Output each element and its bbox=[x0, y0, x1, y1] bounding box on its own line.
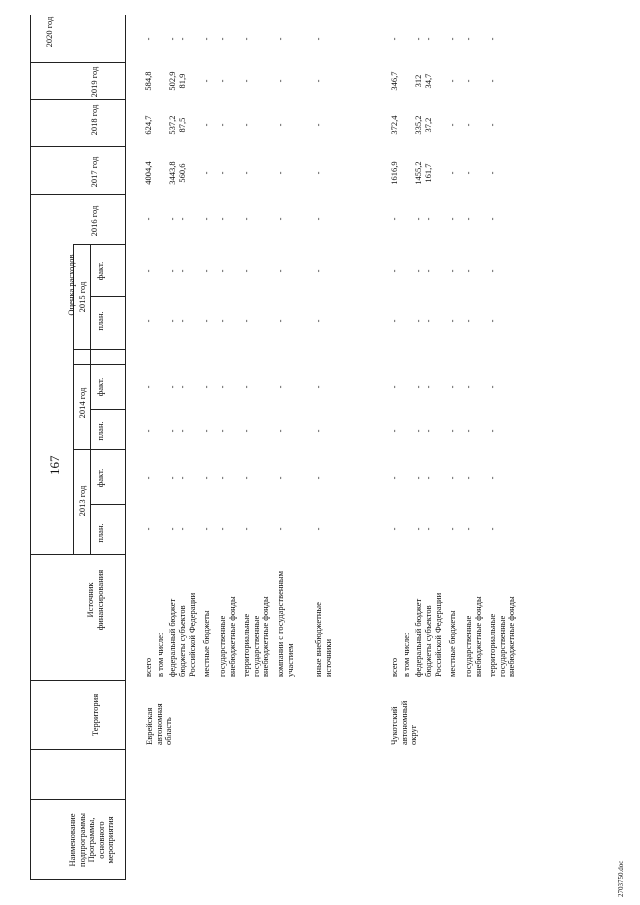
table-cell: - bbox=[487, 527, 497, 531]
table-cell: - bbox=[413, 319, 423, 323]
table-cell: - bbox=[487, 269, 497, 273]
table-cell: - bbox=[201, 476, 211, 480]
table-cell: 335,2 bbox=[413, 115, 423, 135]
table-cell: - bbox=[463, 429, 473, 433]
table-cell: - bbox=[217, 527, 227, 531]
table-cell: - bbox=[241, 319, 251, 323]
grid-line bbox=[30, 879, 125, 880]
table-cell: - bbox=[275, 171, 285, 175]
table-cell: - bbox=[201, 527, 211, 531]
table-cell: - bbox=[201, 385, 211, 389]
table-cell: - bbox=[313, 527, 323, 531]
table-cell: - bbox=[463, 269, 473, 273]
table-cell: - bbox=[389, 476, 399, 480]
table-cell: - bbox=[241, 123, 251, 127]
table-cell: - bbox=[217, 476, 227, 480]
table-cell: - bbox=[177, 429, 187, 433]
table-cell: - bbox=[463, 123, 473, 127]
subheader-2013-fact: факт. bbox=[95, 468, 105, 488]
table-cell: - bbox=[241, 79, 251, 83]
table-cell: 584,8 bbox=[143, 71, 153, 91]
table-cell: - bbox=[241, 476, 251, 480]
table-cell: - bbox=[241, 171, 251, 175]
table-cell: 1455,2 bbox=[413, 161, 423, 185]
table-cell: 1616,9 bbox=[389, 161, 399, 185]
table-cell: - bbox=[275, 319, 285, 323]
table-cell: - bbox=[241, 269, 251, 273]
table-cell: - bbox=[177, 319, 187, 323]
table-cell: 161,7 bbox=[423, 163, 433, 183]
table-cell: - bbox=[423, 37, 433, 41]
header-estimate: Оценка расходов bbox=[66, 254, 76, 316]
table-cell: - bbox=[167, 429, 177, 433]
grid-line bbox=[30, 15, 31, 880]
table-cell: - bbox=[487, 385, 497, 389]
table-cell: 502,9 bbox=[167, 71, 177, 91]
table-cell: - bbox=[413, 217, 423, 221]
table-cell: - bbox=[241, 527, 251, 531]
header-2017: 2017 год bbox=[89, 156, 99, 188]
table-cell: - bbox=[177, 37, 187, 41]
table-cell: 624,7 bbox=[143, 115, 153, 135]
table-cell: - bbox=[487, 319, 497, 323]
table-cell: 81,9 bbox=[177, 73, 187, 89]
table-cell: - bbox=[275, 123, 285, 127]
table-cell: - bbox=[487, 37, 497, 41]
row-source-label: иные внебюджетные источники bbox=[313, 602, 333, 677]
table-cell: - bbox=[201, 429, 211, 433]
table-cell: - bbox=[201, 269, 211, 273]
grid-line bbox=[125, 15, 126, 880]
grid-line bbox=[30, 194, 125, 195]
row-source-label: местные бюджеты bbox=[201, 610, 211, 677]
grid-line bbox=[73, 349, 125, 350]
table-cell: - bbox=[423, 385, 433, 389]
table-cell: - bbox=[201, 79, 211, 83]
table-cell: - bbox=[143, 37, 153, 41]
table-cell: - bbox=[313, 429, 323, 433]
table-cell: - bbox=[177, 476, 187, 480]
grid-line bbox=[30, 146, 125, 147]
row-source-label: федеральный бюджет bbox=[167, 598, 177, 677]
table-cell: - bbox=[275, 429, 285, 433]
table-cell: - bbox=[201, 319, 211, 323]
table-cell: - bbox=[447, 476, 457, 480]
table-cell: - bbox=[217, 79, 227, 83]
row-source-label: территориальные государственные внебюджетные фонды bbox=[241, 596, 270, 677]
table-cell: - bbox=[487, 123, 497, 127]
table-cell: - bbox=[217, 123, 227, 127]
table-cell: - bbox=[447, 123, 457, 127]
subheader-2013-plan: план. bbox=[95, 523, 105, 543]
table-cell: - bbox=[463, 79, 473, 83]
subheader-2015-fact: факт. bbox=[95, 261, 105, 281]
table-cell: - bbox=[275, 269, 285, 273]
table-cell: - bbox=[389, 385, 399, 389]
table-cell: - bbox=[487, 79, 497, 83]
table-cell: - bbox=[275, 37, 285, 41]
table-cell: - bbox=[423, 269, 433, 273]
table-cell: - bbox=[143, 319, 153, 323]
table-cell: - bbox=[313, 217, 323, 221]
table-cell: - bbox=[423, 319, 433, 323]
table-cell: - bbox=[201, 123, 211, 127]
footer-code: 2703750.doc bbox=[617, 860, 625, 897]
table-cell: - bbox=[167, 385, 177, 389]
table-cell: - bbox=[447, 319, 457, 323]
table-cell: - bbox=[167, 527, 177, 531]
row-source-label: компании с государственным участием bbox=[275, 570, 295, 677]
table-cell: - bbox=[241, 429, 251, 433]
table-cell: - bbox=[447, 79, 457, 83]
table-cell: - bbox=[447, 37, 457, 41]
table-cell: - bbox=[313, 123, 323, 127]
table-cell: 4004,4 bbox=[143, 161, 153, 185]
table-cell: - bbox=[389, 37, 399, 41]
table-cell: 37,2 bbox=[423, 117, 433, 133]
grid-line bbox=[30, 62, 125, 63]
row-source-label: местные бюджеты bbox=[447, 610, 457, 677]
table-cell: - bbox=[217, 319, 227, 323]
table-cell: - bbox=[423, 476, 433, 480]
table-cell: - bbox=[201, 217, 211, 221]
header-2013: 2013 год bbox=[77, 485, 87, 517]
row-source-label: в том числе: bbox=[155, 632, 165, 677]
grid-line bbox=[30, 99, 125, 100]
table-cell: - bbox=[217, 269, 227, 273]
table-cell: 537,2 bbox=[167, 115, 177, 135]
table-cell: - bbox=[177, 385, 187, 389]
header-name: Наименование подпрограммы Программы, основного мероприятия bbox=[67, 813, 115, 867]
grid-line bbox=[30, 554, 125, 555]
row-source-label: государственные внебюджетные фонды bbox=[463, 596, 483, 677]
row-source-label: всего bbox=[389, 657, 399, 677]
table-cell: - bbox=[143, 217, 153, 221]
row-source-label: бюджеты субъектов Российской Федерации bbox=[177, 592, 197, 677]
table-cell: - bbox=[275, 79, 285, 83]
row-source-label: территориальные государственные внебюджетные фонды bbox=[487, 596, 516, 677]
table-cell: - bbox=[423, 527, 433, 531]
table-cell: - bbox=[201, 37, 211, 41]
grid-line bbox=[30, 799, 125, 800]
table-cell: - bbox=[389, 269, 399, 273]
table-cell: - bbox=[313, 385, 323, 389]
table-cell: - bbox=[143, 476, 153, 480]
territory-chukotka: Чукотский автономный округ bbox=[389, 700, 418, 745]
table-cell: - bbox=[313, 269, 323, 273]
table-cell: - bbox=[463, 476, 473, 480]
header-2019: 2019 год bbox=[89, 66, 99, 98]
table-cell: - bbox=[447, 527, 457, 531]
table-cell: - bbox=[177, 527, 187, 531]
table-cell: - bbox=[167, 269, 177, 273]
table-cell: - bbox=[241, 385, 251, 389]
header-source: Источник финансирования bbox=[85, 569, 105, 631]
table-cell: 87,5 bbox=[177, 117, 187, 133]
table-cell: - bbox=[463, 37, 473, 41]
header-2018: 2018 год bbox=[89, 104, 99, 136]
table-cell: - bbox=[389, 217, 399, 221]
row-source-label: всего bbox=[143, 657, 153, 677]
table-cell: - bbox=[389, 527, 399, 531]
grid-line bbox=[30, 749, 125, 750]
grid-line bbox=[90, 504, 125, 505]
row-source-label: бюджеты субъектов Российской Федерации bbox=[423, 592, 443, 677]
table-cell: - bbox=[463, 385, 473, 389]
grid-line bbox=[73, 244, 125, 245]
table-cell: - bbox=[177, 269, 187, 273]
table-cell: - bbox=[389, 319, 399, 323]
table-cell: - bbox=[143, 269, 153, 273]
table-cell: - bbox=[313, 319, 323, 323]
table-cell: - bbox=[217, 217, 227, 221]
table-cell: - bbox=[313, 476, 323, 480]
table-cell: 346,7 bbox=[389, 71, 399, 91]
table-cell: - bbox=[447, 385, 457, 389]
table-cell: - bbox=[313, 171, 323, 175]
table-cell: - bbox=[241, 37, 251, 41]
table-cell: - bbox=[241, 217, 251, 221]
table-cell: - bbox=[143, 527, 153, 531]
header-territory: Территория bbox=[90, 693, 100, 737]
table-cell: - bbox=[217, 429, 227, 433]
table-cell: - bbox=[167, 476, 177, 480]
table-cell: - bbox=[487, 217, 497, 221]
table-cell: - bbox=[275, 527, 285, 531]
row-source-label: федеральный бюджет bbox=[413, 598, 423, 677]
table-cell: - bbox=[413, 527, 423, 531]
territory-evreyskaya: Еврейская автономная область bbox=[144, 703, 173, 745]
table-cell: - bbox=[413, 37, 423, 41]
header-2020: 2020 год bbox=[44, 16, 54, 48]
table-cell: - bbox=[463, 217, 473, 221]
table-cell: - bbox=[275, 476, 285, 480]
table-cell: - bbox=[217, 171, 227, 175]
table-cell: - bbox=[177, 217, 187, 221]
table-cell: - bbox=[463, 319, 473, 323]
table-cell: - bbox=[447, 269, 457, 273]
grid-line bbox=[90, 245, 91, 555]
table-cell: - bbox=[423, 217, 433, 221]
table-cell: 372,4 bbox=[389, 115, 399, 135]
subheader-2014-plan: план. bbox=[95, 421, 105, 441]
table-cell: - bbox=[413, 269, 423, 273]
table-cell: - bbox=[167, 217, 177, 221]
table-cell: - bbox=[463, 171, 473, 175]
table-cell: - bbox=[167, 319, 177, 323]
table-cell: - bbox=[275, 217, 285, 221]
page-number: 167 bbox=[47, 455, 62, 475]
table-cell: - bbox=[313, 79, 323, 83]
row-source-label: государственные внебюджетные фонды bbox=[217, 596, 237, 677]
table-cell: 560,6 bbox=[177, 163, 187, 183]
table-cell: - bbox=[463, 527, 473, 531]
grid-line bbox=[30, 680, 125, 681]
table-cell: - bbox=[447, 217, 457, 221]
table-cell: - bbox=[143, 429, 153, 433]
table-cell: - bbox=[423, 429, 433, 433]
table-cell: - bbox=[487, 171, 497, 175]
header-2016: 2016 год bbox=[89, 205, 99, 237]
table-cell: - bbox=[447, 429, 457, 433]
table-cell: - bbox=[217, 385, 227, 389]
table-cell: - bbox=[413, 385, 423, 389]
table-cell: - bbox=[275, 385, 285, 389]
row-source-label: в том числе: bbox=[401, 632, 411, 677]
table-cell: - bbox=[313, 37, 323, 41]
table-cell: 312 bbox=[413, 74, 423, 88]
table-cell: - bbox=[143, 385, 153, 389]
header-2015: 2015 год bbox=[77, 281, 87, 313]
subheader-2014-fact: факт. bbox=[95, 377, 105, 397]
table-cell: - bbox=[413, 476, 423, 480]
header-2014: 2014 год bbox=[77, 387, 87, 419]
table-cell: - bbox=[167, 37, 177, 41]
subheader-2015-plan: план. bbox=[95, 311, 105, 331]
table-cell: - bbox=[487, 476, 497, 480]
table-cell: - bbox=[487, 429, 497, 433]
table-cell: - bbox=[389, 429, 399, 433]
table-cell: - bbox=[447, 171, 457, 175]
table-cell: - bbox=[413, 429, 423, 433]
table-cell: 34,7 bbox=[423, 73, 433, 89]
table-cell: 3443,8 bbox=[167, 161, 177, 185]
table-cell: - bbox=[217, 37, 227, 41]
table-cell: - bbox=[201, 171, 211, 175]
